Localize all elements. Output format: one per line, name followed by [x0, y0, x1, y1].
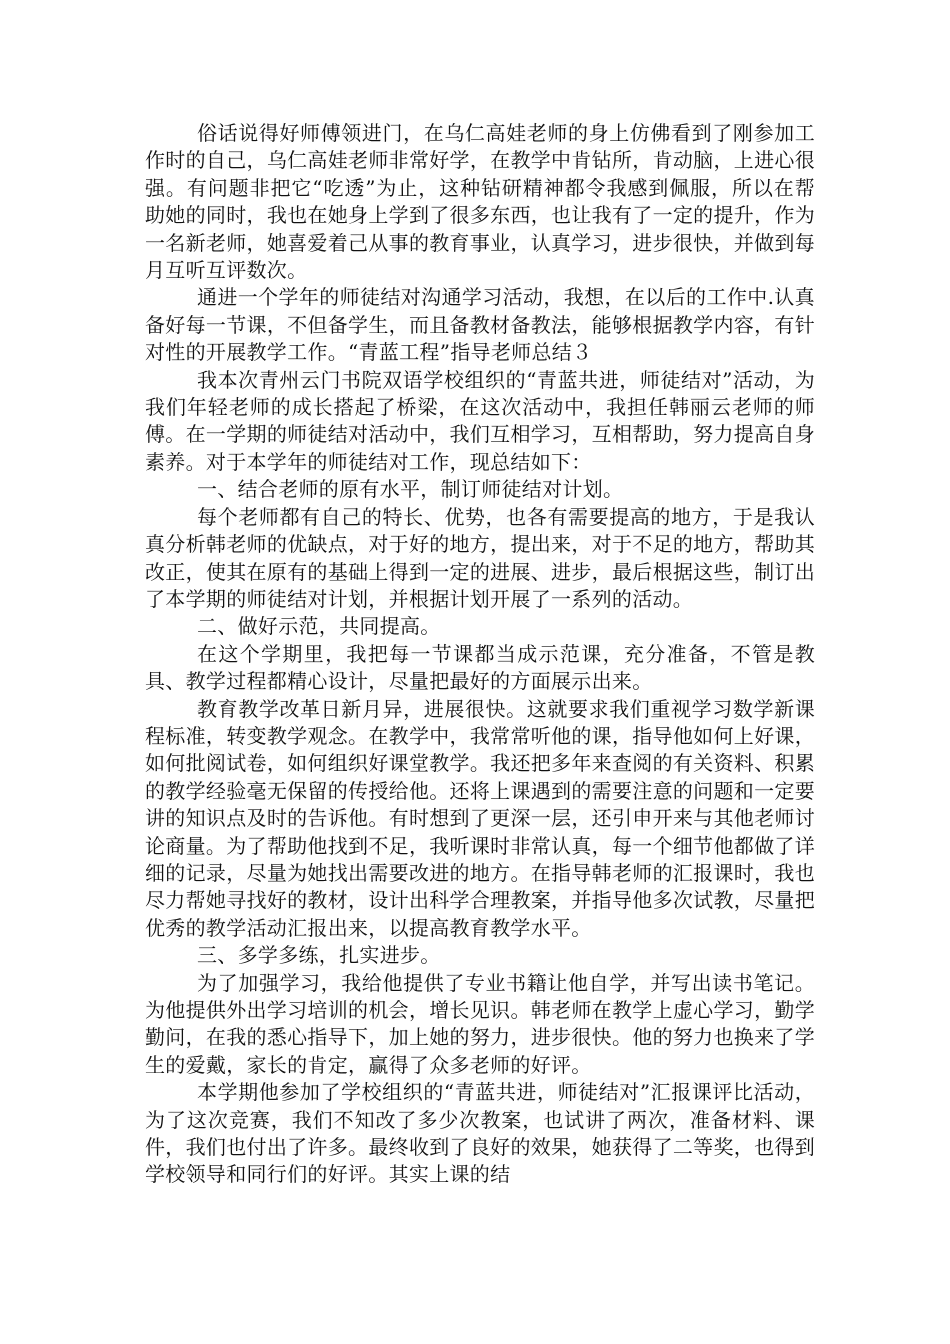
paragraph-4: 每个老师都有自己的特长、优势，也各有需要提高的地方，于是我认真分析韩老师的优缺点，对于好的地方，提出来，对于不足的地方，帮助其改正，使其在原有的基础上得到一定的进展、进步，最后根据这些，制订出了本学期的师徒结对计划，并根据计划开展了一系列的活动。 — [145, 504, 815, 611]
section-heading-1: 一、结合老师的原有水平，制订师徒结对计划。 — [197, 477, 624, 502]
section-heading-2: 二、做好示范，共同提高。 — [197, 614, 441, 639]
section-heading-3: 三、多学多练，扎实进步。 — [197, 943, 441, 968]
paragraph-1: 俗话说得好师傅领进门，在乌仁高娃老师的身上仿佛看到了刚参加工作时的自己，乌仁高娃老师非常好学，在教学中肯钻所，肯动脑，上进心很强。有问题非把它“吃透”为止，这种钻研精神都令我感到佩服，所以在帮助她的同时，我也在她身上学到了很多东西，也让我有了一定的提升，作为一名新老师，她喜爱着己从事的教育事业，认真学习，进步很快，并做到每月互听互评数次。 — [145, 121, 815, 283]
paragraph-8: 本学期他参加了学校组织的“青蓝共进，师徒结对”汇报课评比活动，为了这次竞赛，我们不知改了多少次教案，也试讲了两次，准备材料、课件，我们也付出了许多。最终收到了良好的效果，她获得了二等奖，也得到学校领导和同行们的好评。其实上课的结 — [145, 1080, 815, 1187]
paragraph-5: 在这个学期里，我把每一节课都当成示范课，充分准备，不管是教具、教学过程都精心设计，尽量把最好的方面展示出来。 — [145, 641, 815, 694]
paragraph-3: 我本次青州云门书院双语学校组织的“青蓝共进，师徒结对”活动，为我们年轻老师的成长搭起了桥梁，在这次活动中，我担任韩丽云老师的师傅。在一学期的师徒结对活动中，我们互相学习，互相帮助，努力提高自身素养。对于本学年的师徒结对工作，现总结如下： — [145, 367, 815, 474]
document-body — [145, 120, 815, 1189]
paragraph-6: 教育教学改革日新月异，进展很快。这就要求我们重视学习数学新课程标准，转变教学观念。在教学中，我常常听他的课，指导他如何上好课，如何批阅试卷，如何组织好课堂教学。我还把多年来查阅的有关资料、积累的教学经验毫无保留的传授给他。还将上课遇到的需要注意的问题和一定要讲的知识点及时的告诉他。有时想到了更深一层，还引申开来与其他老师讨论商量。为了帮助他找到不足，我听课时非常认真，每一个细节他都做了详细的记录，尽量为她找出需要改进的地方。在指导韩老师的汇报课时，我也尽力帮她寻找好的教材，设计出科学合理教案，并指导他多次试教，尽量把优秀的教学活动汇报出来，以提高教育教学水平。 — [145, 696, 815, 940]
paragraph-7: 为了加强学习，我给他提供了专业书籍让他自学，并写出读书笔记。为他提供外出学习培训的机会，增长见识。韩老师在教学上虚心学习，勤学勤问，在我的悉心指导下，加上她的努力，进步很快。他的努力也换来了学生的爱戴，家长的肯定，赢得了众多老师的好评。 — [145, 970, 815, 1077]
paragraph-2: 通进一个学年的师徒结对沟通学习活动，我想，在以后的工作中.认真备好每一节课，不但备学生，而且备教材备教法，能够根据教学内容，有针对性的开展教学工作。“青蓝工程”指导老师总结３ — [145, 285, 815, 365]
